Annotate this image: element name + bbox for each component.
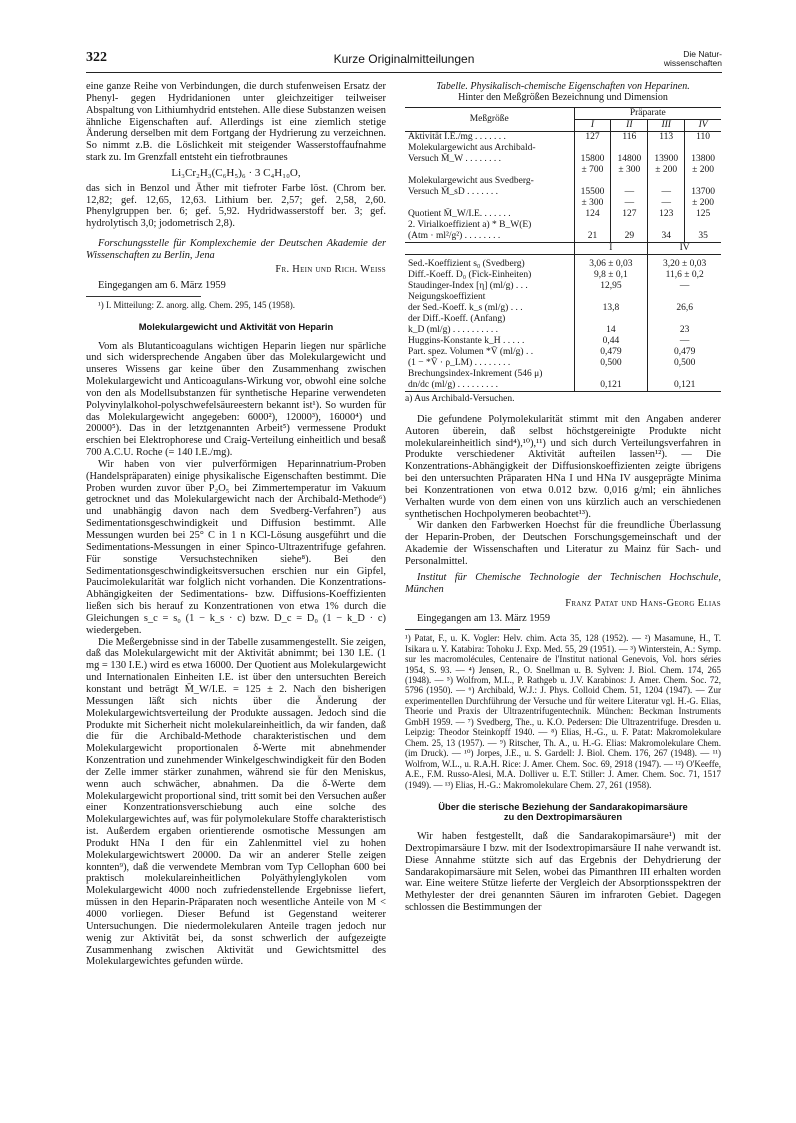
table-column-header: IV (648, 243, 721, 255)
received-date: Eingegangen am 13. März 1959 (417, 613, 551, 625)
table-cell: ± 200 (685, 165, 721, 176)
table-row (405, 369, 721, 380)
formula-analysis-paragraph: das sich in Benzol und Äther mit tiefroter Farbe löst. (Chrom ber. 12,82; gef. 12,65, 12,63. Lithium ber. 2,57; gef. 2,58, 2,60. Phenylgruppen ber. 6; gef. 5,92. Hydridwasserstoff ber. 3; gef. hydrolytisch 3,0; jodometrisch 2,8). (86, 182, 386, 230)
table-footnote: a) Aus Archibald-Versuchen. (405, 394, 515, 404)
body-paragraph: Vom als Blutanticoagulans wichtigen Heparin liegen nur spärliche und sich widersprechende Angaben über das Molekulargewicht und unseres Wissens gar keine über den Zusammenhang zwischen Molekulargewicht und Anticoagulans-Wirkung vor, obwohl eine solche von den als Modellsubstanzen für synthetische Heparine verwendeten Polyvinylalkohol-polyschwefelsäureestern bekannt ist¹). So wurden für das Molekulargewicht angegeben: 6000²), 12000³), 16000⁴) und 20000⁵). Das in der letztgenannten Arbeit⁵) vermessene Produkt erschien bei Elektrophorese und Craig-Verteilung einheitlich und besaß 700 A.C.U. Roche (= 140 I.E./mg). (86, 340, 386, 459)
table-row (405, 303, 721, 314)
table-row (405, 132, 721, 144)
section-title (405, 802, 721, 823)
table-cell: ± 300 (611, 165, 648, 176)
table-cell: 9,8 ± 0,1 (574, 270, 648, 281)
table-cell: 3,06 ± 0,03 (574, 259, 648, 270)
table-row-label: (Atm · ml²/g²) . . . . . . . . (405, 231, 574, 243)
table-cell (574, 369, 648, 380)
table-cell: — (648, 187, 685, 198)
table-row (405, 187, 721, 198)
running-title: Kurze Originalmitteilungen (333, 52, 475, 66)
table-row (405, 220, 721, 231)
table-row-label: Huggins-Konstante k_H . . . . . (408, 336, 525, 346)
table-row-label: Part. spez. Volumen *V̄ (ml/g) . . (408, 347, 534, 357)
table-cell: 124 (574, 209, 611, 220)
table-cell: 0,479 (574, 347, 648, 358)
left-column (86, 81, 386, 968)
table-row-label: 2. Virialkoeffizient a) * B_W(E) (408, 220, 532, 230)
table-cell (574, 143, 611, 154)
table-cell: — (611, 198, 648, 209)
table-row (405, 259, 721, 270)
table-cell: 12,95 (574, 281, 648, 292)
journal-name-line1: Die Natur- (683, 49, 722, 59)
journal-name (664, 50, 722, 68)
references-list: ¹) Patat, F., u. K. Vogler: Helv. chim. Acta 35, 128 (1952). — ²) Masamune, H., T. Isikara u. Y. Katabira: Tohoku J. Exp. Med. 55, 29 (1951). — ³) Winterstein, A.: Symp. sur les macromolécules, Centenaire de l'Institut national Genevois, Vol. hors séries 1954, S. 93. — ⁴) Jensen, R., O. Snellman u. B. Sylven: J. Biol. Chem. 174, 265 (1948). — ⁵) Wolfrom, M.L., P. Rathgeb u. J.V. Karabinos: J. Amer. Chem. Soc. 72, 5796 (1950). — ⁶) Archibald, W.J.: J. Phys. Colloid Chem. 51, 1204 (1947). — Zur experimentellen Durchführung der Versuche und für weitere Literatur vgl. H.-G. Elias, Theorie und Praxis der Ultrazentrifugentechnik. München: Beckman Instruments GmbH 1959. — ⁷) Svedberg, The., u. K.O. Pedersen: Die Ultrazentrifuge. Dresden u. Leipzig: Theodor Steinkopff 1940. — ⁸) Elias, H.-G., u. F. Patat: Makromolekulare Chem. 25, 13 (1957). — ⁹) Ritscher, Th. A., u. H.-G. Elias: Makromolekulare Chem. (im Druck). — ¹⁰) Jorpes, J.E., u. S. Gardell: J. Biol. Chem. 176, 267 (1948). — ¹¹) Wolfrom, W.L., u. R.A.H. Rice: J. Amer. Chem. Soc. 69, 2918 (1947). — ¹²) O'Keeffe, A.E., F.M. Russo-Alesi, M.A. Dolliver u. E.T. Stiller: J. Amer. Chem. Soc. 71, 1517 (1949). — ¹³) Elias, H.-G.: Makromolekulare Chem. 27, 261 (1958). (405, 633, 721, 790)
table-row (405, 209, 721, 220)
table-row-label: Versuch M̄_sD . . . . . . . (408, 187, 498, 197)
table-cell (574, 314, 648, 325)
table-cell: ± 200 (648, 165, 685, 176)
body-paragraph: Wir haben festgestellt, daß die Sandarakopimarsäure¹) mit der Dextropimarsäure I bzw. mit der Isodextropimarsäure II nahe verwandt ist. Diese Annahme stützte sich auf das Ergebnis der Dehydrierung der Sandarakopimarsäure mit Selen, wobei das Pimanthren III erhalten worden war. Eine weitere Stütze lieferte der Vergleich der Absorptionsspektren der Methylester der drei genannten Säuren im infraroten Gebiet. Dagegen schlossen die Bestimmungen der (405, 830, 721, 914)
table-cell: 23 (648, 325, 721, 336)
table-cell: 0,121 (574, 380, 648, 392)
table-cell: 29 (611, 231, 648, 243)
table-cell (648, 314, 721, 325)
right-column (405, 81, 721, 914)
table-row-label (405, 165, 574, 176)
table-cell: ± 700 (574, 165, 611, 176)
table-row-label: der Diff.-Koeff. (Anfang) (408, 314, 506, 324)
table-column-header: II (611, 120, 648, 132)
table-cell: 0,479 (648, 347, 721, 358)
table-cell: 113 (648, 132, 685, 144)
table-row (405, 347, 721, 358)
table-row-label: Molekulargewicht aus Archibald- (408, 143, 536, 153)
table-cell: 3,20 ± 0,03 (648, 259, 721, 270)
table-cell (648, 220, 685, 231)
table-cell (648, 292, 721, 303)
table-cell (685, 143, 721, 154)
table-cell: — (611, 187, 648, 198)
table-row-label: dn/dc (ml/g) . . . . . . . . . (405, 380, 574, 392)
table-cell: 123 (648, 209, 685, 220)
table-row-label: Quotient M̄_W/I.E. . . . . . . (408, 209, 511, 219)
table-header-label: Meßgröße (405, 108, 574, 132)
table-cell: ± 300 (574, 198, 611, 209)
table-column-header: I (574, 243, 648, 255)
table-cell: 13700 (685, 187, 721, 198)
author-names: Franz Patat und Hans-Georg Elias (565, 597, 721, 609)
table-header-group: Präparate (574, 108, 721, 120)
table-cell (648, 143, 685, 154)
body-paragraph: Wir haben von vier pulverförmigen Heparinnatrium-Proben (Handelspräparaten) einige physikalische Eigenschaften bestimmt. Die Proben wurden zuvor über P₂O₅ bei Zimmertemperatur im Vakuum getrocknet und das Molekulargewicht nach der Archibald-Methode⁶) und unabhängig davon nach dem Svedberg-Verfahren⁷) aus Sedimentationsgeschwindigkeit und Diffusion bestimmt. Alle Messungen wurden bei 25° C in 1 n KCl-Lösung ausgeführt und die Sedimentations-Messungen in einer Spinco-Ultrazentrifuge gefahren. Für sonstige Versuchstechniken siehe⁸). Bei den Sedimentationsgeschwindigkeitsversuchen erschien nur ein Gipfel, Paucimolekularität war folglich nicht vorhanden. Die Konzentrations-Abhängigkeiten der Sedimentations- bzw. Diffusions-Koeffizienten ließen sich bis herauf zu Konzentrationen von etwa 1% durch die Gleichungen s_c = s₀ (1 − k_s · c) bzw. D_c = D₀ (1 − k_D · c) wiedergeben. (86, 458, 386, 636)
table-row-label: Diff.-Koeff. D₀ (Fick-Einheiten) (408, 270, 532, 280)
table-row-label (405, 198, 574, 209)
table-cell: ± 200 (685, 198, 721, 209)
table-cell: 15500 (574, 187, 611, 198)
body-paragraph: Die Meßergebnisse sind in der Tabelle zusammengestellt. Sie zeigen, daß das Molekulargewicht mit der Aktivität abnimmt; bei 130 I.E. (1 mg = 130 I.E.) wird es etwa 16000. Der Quotient aus Molekulargewicht und Internationalen Einheiten I.E. ist über den untersuchten Bereich konstant und beträgt M̄_W/I.E. = 125 ± 2. Nach den bisherigen Messungen läßt sich nichts über die Änderung der Molekulargewichtsverteilung der Produkte aussagen. Jedoch sind die Produkte mit Sicherheit nicht molekulareinheitlich, da wir fanden, daß die für die Archibald-Methode charakteristischen und dem Molekulargewicht proportionalen δ-Werte mit abnehmender Konzentration und zunehmender Winkelgeschwindigkeit für den Boden der Zelle immer stärker zunahmen, während sie für den Meniskus, wenn auch schwächer, abnahmen. Da die δ-Werte dem Molekulargewicht proportional sind, tritt somit bei den Versuchen außer einer Konzentrationsverschiebung auch eine solche des Molekulargewichtes auf, was für polymolekulare Stoffe charakteristisch ist. Außerdem ergaben orientierende osmotische Messungen am Produkt HNa I den für ein Zahlenmittel viel zu hohen Molekulargewichtswert 20000. Da wir an anderer Stelle zeigen konnten⁹), daß die verwendete Membran vom Typ Cellophan 600 bei praktisch molekulareinheitlichen Polyäthylenglykolen vom Molekulargewicht 4000 noch zufriedenstellende Ergebnisse liefert, müssen in den Heparin-Präparaten noch wesentliche Anteile von M < 4000 vorliegen. Dieser Befund ist Gegenstand weiterer Untersuchungen. Die niedermolekularen Anteile tragen jedoch nur wenig zur Aktivität bei, da sonst schwerlich der aufgezeigte Zusammenhang zwischen Aktivität und Gewichtsmittel des Molekulargewichtes gefunden würde. (86, 636, 387, 968)
table-cell: 127 (574, 132, 611, 144)
table-row-label: k_D (ml/g) . . . . . . . . . . (408, 325, 498, 335)
table-cell: 0,500 (574, 358, 648, 369)
table-row (405, 231, 721, 243)
table-cell: 34 (648, 231, 685, 243)
table-cell: 13900 (648, 154, 685, 165)
section-title-line2: zu den Dextropimarsäuren (503, 811, 623, 823)
table-row-label: Sed.-Koeffizient s₀ (Svedberg) (408, 259, 525, 269)
table-cell: 11,6 ± 0,2 (648, 270, 721, 281)
table-column-header: IV (685, 120, 721, 132)
table-cell: 35 (685, 231, 721, 243)
table-cell: 21 (574, 231, 611, 243)
institute-affiliation: Forschungsstelle für Komplexchemie der Deutschen Akademie der Wissenschaften zu Berlin, Jena (86, 238, 386, 261)
table-row (405, 325, 721, 336)
table-cell (574, 292, 648, 303)
table-cell: 0,500 (648, 358, 721, 369)
table-cell: 14800 (611, 154, 648, 165)
chemical-formula: Li₃Cr₂H₃(C₆H₅)₆ · 3 C₄H₁₀O, (171, 166, 301, 179)
table-column-header: III (648, 120, 685, 132)
table-caption (405, 81, 721, 103)
table-cell (574, 220, 611, 231)
page-header (86, 50, 722, 74)
page-number: 322 (86, 50, 107, 65)
table-caption-title: Tabelle. Physikalisch-chemische Eigenschaften von Heparinen. (436, 81, 690, 92)
table-row-label: Aktivität I.E./mg . . . . . . . (408, 132, 506, 142)
section-title-line1: Über die sterische Beziehung der Sandarakopimarsäure (438, 800, 688, 812)
table-cell: 13,8 (574, 303, 648, 314)
acknowledgement-paragraph: Wir danken den Farbwerken Hoechst für die freundliche Überlassung der Heparin-Proben, der Deutschen Forschungsgemeinschaft und der Akademie der Wissenschaften und Literatur zu Mainz für Sach- und Personalmittel. (405, 520, 721, 567)
table-row-label: Brechungsindex-Inkrement (546 μ) (408, 369, 543, 379)
institute-affiliation: Institut für Chemische Technologie der Technischen Hochschule, München (405, 571, 721, 595)
table-cell: 0,121 (648, 380, 721, 392)
table-cell: 14 (574, 325, 648, 336)
table-cell: 125 (685, 209, 721, 220)
table-cell: — (648, 281, 721, 292)
table-row-label: Versuch M̄_W . . . . . . . . (408, 154, 501, 164)
intro-paragraph: eine ganze Reihe von Verbindungen, die durch stufenweisen Ersatz der Phenyl- gegen Hydridanionen unter gleichzeitiger teilweiser Abspaltung von Lithiumhydrid entstehen. Alle diese Substanzen weisen ähnliche Eigenschaften auf. Allerdings ist eine ziemlich stetige Änderung derselben mit dem Fortgang der Hydrierung zu verzeichnen. So nimmt z.B. die Löslichkeit mit steigender Wasserstoffaufnahme stark zu. Im Grenzfall entsteht ein tiefrotbraunes (86, 81, 386, 164)
table-column-header: I (574, 120, 611, 132)
table-row-label: Neigungskoeffizient (408, 292, 486, 302)
table-cell (648, 369, 721, 380)
table-cell (685, 176, 721, 187)
table-row-label: der Sed.-Koeff. k_s (ml/g) . . . (408, 303, 523, 313)
table-row (405, 358, 721, 369)
table-row-label: Staudinger-Index [η] (ml/g) . . . (408, 281, 528, 291)
table-cell (611, 143, 648, 154)
table-row (405, 292, 721, 303)
table-cell: 15800 (574, 154, 611, 165)
table-cell: 110 (685, 132, 721, 144)
properties-table (405, 107, 721, 392)
table-cell: 0,44 (574, 336, 648, 347)
table-cell (611, 176, 648, 187)
table-row (405, 380, 721, 392)
body-paragraph: Die gefundene Polymolekularität stimmt mit den Angaben anderer Autoren überein, daß selbst höchstgereinigte Produkte nicht molekulareinheitlich sind⁴),¹⁰),¹¹) und sich durch Verteilungsverfahren in Produkte verschiedener Aktivität aufteilen lassen¹²). — Die Konzentrations-Abhängigkeit der Diffusionskoeffizienten zeigte übrigens bei den untersuchten Präparaten HNa I und HNa IV ausgeprägte Minima bei Konzentrationen von etwa 0.012 bzw. 0,016 g/ml; ein ähnliches Verhalten wurde von dem einen von uns kürzlich auch an verschiedenen synthetischen Hochpolymeren beobachtet¹³). (405, 413, 721, 520)
table-row (405, 314, 721, 325)
table-cell: 127 (611, 209, 648, 220)
table-row (405, 270, 721, 281)
footnote-rule (86, 296, 201, 297)
table-row-label: (1 − *V̄ · ρ_LM) . . . . . . . . (408, 358, 511, 368)
table-row (405, 198, 721, 209)
references-rule (405, 629, 520, 630)
table-caption-subtitle: Hinter den Meßgrößen Bezeichnung und Dimension (458, 92, 668, 103)
table-cell: 26,6 (648, 303, 721, 314)
table-row (405, 165, 721, 176)
table-cell (648, 176, 685, 187)
author-names: Fr. Hein und Rich. Weiss (275, 263, 386, 275)
header-rule (86, 72, 722, 73)
table-row (405, 281, 721, 292)
footnote: ¹) I. Mitteilung: Z. anorg. allg. Chem. 295, 145 (1958). (98, 299, 296, 310)
received-date: Eingegangen am 6. März 1959 (98, 279, 226, 291)
table-row (405, 176, 721, 187)
table-cell (574, 176, 611, 187)
table-row (405, 154, 721, 165)
table-cell (685, 220, 721, 231)
section-title: Molekulargewicht und Aktivität von Heparin (138, 321, 334, 332)
table-row (405, 143, 721, 154)
table-cell (611, 220, 648, 231)
table-cell: 116 (611, 132, 648, 144)
table-row-label: Molekulargewicht aus Svedberg- (408, 176, 534, 186)
table-cell: — (648, 198, 685, 209)
table-cell: 13800 (685, 154, 721, 165)
table-row (405, 336, 721, 347)
table-cell: — (648, 336, 721, 347)
journal-name-line2: wissenschaften (663, 58, 722, 68)
